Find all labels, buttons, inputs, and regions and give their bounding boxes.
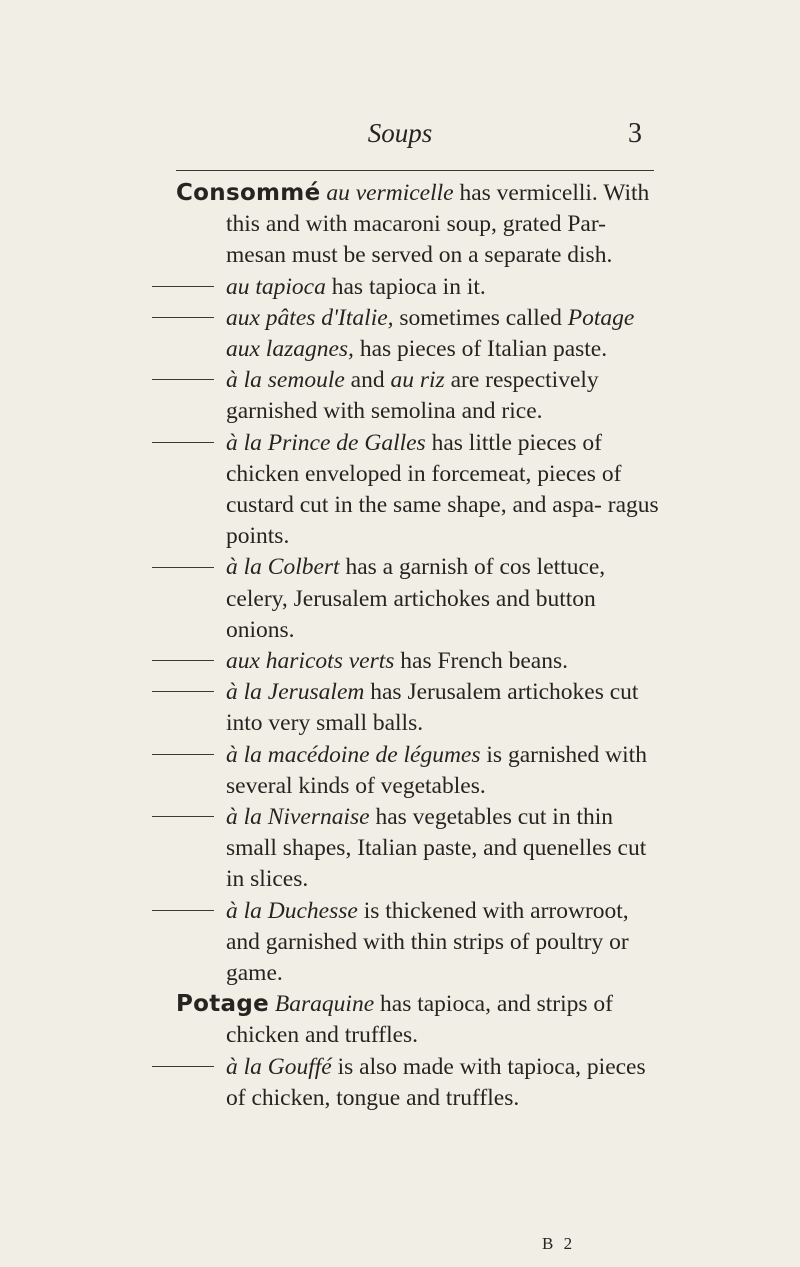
- variety-name: à la semoule: [226, 367, 345, 394]
- page-title: Soups: [367, 118, 433, 148]
- entry-text: sometimes called: [393, 304, 568, 331]
- page-number: 3: [628, 118, 642, 149]
- entry-jerusalem: [0, 677, 800, 739]
- variety-alt-name: Potage aux lazagnes,: [226, 304, 635, 363]
- recipe-list: [0, 178, 800, 1114]
- entry-text: has French beans.: [394, 648, 568, 675]
- ditto-dash: [152, 442, 214, 443]
- entry-text: is also made with tapioca, pieces of chicken, tongue and truffles.: [226, 1053, 646, 1111]
- entry-text-cont: are respectively garnished with semolina and rice.: [226, 367, 599, 425]
- entry-prince-de-galles: [0, 428, 800, 553]
- ditto-dash: [152, 379, 214, 380]
- signature-mark: B 2: [542, 1234, 576, 1253]
- variety-name: aux pâtes d'Italie,: [226, 304, 394, 331]
- variety-alt-name: au riz: [390, 367, 445, 394]
- entry-colbert: [0, 552, 800, 646]
- entry-consomme-vermicelle: [0, 178, 800, 272]
- entry-text: is garnished with several kinds of vegetables.: [226, 741, 647, 799]
- variety-name: au tapioca: [226, 273, 326, 300]
- entry-text: has a garnish of cos lettuce, celery, Jerusalem artichokes and button onions.: [226, 554, 606, 643]
- variety-name: Baraquine: [274, 991, 375, 1018]
- variety-name: à la macédoine de légumes: [226, 741, 481, 768]
- ditto-dash: [152, 691, 214, 692]
- variety-name: aux haricots verts: [226, 648, 395, 675]
- entry-text: is thickened with arrowroot, and garnished with thin strips of poultry or game.: [226, 897, 629, 987]
- variety-name: à la Duchesse: [226, 897, 358, 924]
- entry-gouffe: [0, 1052, 800, 1114]
- entry-text: has Jerusalem artichokes cut into very small balls.: [226, 679, 639, 737]
- entry-text: has vegetables cut in thin small shapes, Italian paste, and quenelles cut in slices.: [226, 804, 647, 893]
- entry-text: has tapioca in it.: [325, 273, 486, 300]
- entry-potage-baraquine: [0, 989, 800, 1051]
- entry-haricots-verts: [0, 646, 800, 677]
- variety-name: à la Gouffé: [226, 1053, 332, 1080]
- ditto-dash: [152, 816, 214, 817]
- headword-consomme: Consommé: [176, 180, 321, 206]
- variety-name: à la Colbert: [226, 554, 340, 581]
- variety-name: à la Nivernaise: [226, 804, 370, 831]
- ditto-dash: [152, 1066, 214, 1067]
- ditto-dash: [152, 754, 214, 755]
- ditto-dash: [152, 567, 214, 568]
- entry-pates-italie: [0, 303, 800, 365]
- variety-name: à la Prince de Galles: [226, 429, 426, 456]
- ditto-dash: [152, 910, 214, 911]
- entry-text: and: [344, 367, 391, 394]
- running-head: [0, 118, 800, 158]
- entry-duchesse: [0, 896, 800, 990]
- entry-semoule-riz: [0, 365, 800, 427]
- entry-text: has tapioca, and strips of chicken and truffles.: [226, 991, 613, 1049]
- header-rule: [176, 170, 654, 171]
- variety-name: à la Jerusalem: [226, 679, 365, 706]
- entry-text: has vermicelli. With this and with macaroni soup, grated Par- mesan must be served on a separate dish.: [226, 180, 650, 269]
- ditto-dash: [152, 286, 214, 287]
- entry-tapioca: [0, 272, 800, 303]
- ditto-dash: [152, 317, 214, 318]
- ditto-dash: [152, 660, 214, 661]
- entry-nivernaise: [0, 802, 800, 896]
- entry-text-cont: has pieces of Italian paste.: [353, 336, 608, 363]
- entry-macedoine: [0, 740, 800, 802]
- entry-text: has little pieces of chicken enveloped in forcemeat, pieces of custard cut in the same shape, and aspa- ragus points.: [226, 429, 659, 550]
- variety-name: au vermicelle: [326, 180, 454, 206]
- headword-potage: Potage: [176, 991, 270, 1018]
